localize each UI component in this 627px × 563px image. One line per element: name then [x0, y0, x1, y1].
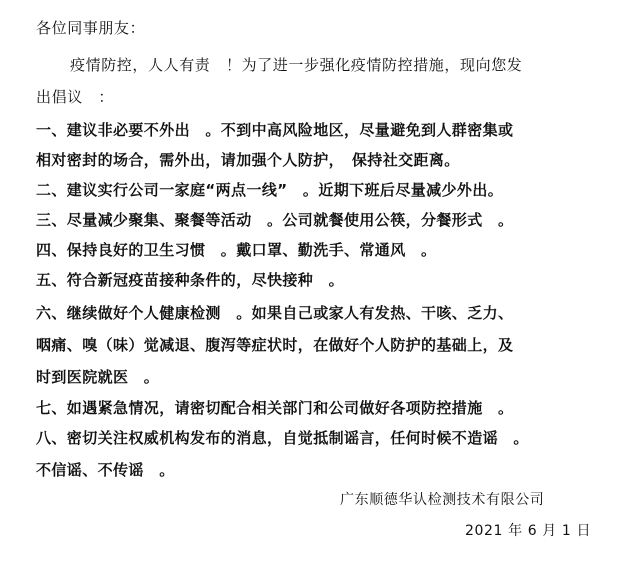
item-5-line-1: 五、符合新冠疫苗接种条件的，尽快接种 。	[36, 271, 345, 289]
item-1-line-2: 相对密封的场合，需外出，请加强个人防护， 保持社交距离。	[36, 151, 460, 169]
item-6-line-3: 时到医院就医 。	[36, 368, 160, 386]
item-6-line-1: 六、继续做好个人健康检测 。如果自己或家人有发热、干咳、乏力、	[36, 304, 514, 322]
item-8-line-2: 不信谣、不传谣 。	[36, 461, 175, 479]
item-3-line-1: 三、尽量减少聚集、聚餐等活动 。公司就餐使用公筷，分餐形式 。	[36, 211, 514, 229]
intro-line-2: 出倡议 ：	[36, 88, 115, 106]
item-8-line-1: 八、密切关注权威机构发布的消息，自觉抵制谣言，任何时候不造谣 。	[36, 429, 529, 447]
item-7-line-1: 七、如遇紧急情况，请密切配合相关部门和公司做好各项防控措施 。	[36, 399, 514, 417]
item-2-line-1: 二、建议实行公司一家庭“两点一线” 。近期下班后尽量减少外出。	[36, 181, 504, 199]
signature-date: 2021 年 6 月 1 日	[465, 523, 592, 539]
item-1-line-1: 一、建议非必要不外出 。不到中高风险地区，尽量避免到人群密集或	[36, 121, 514, 139]
greeting: 各位同事朋友：	[36, 19, 146, 37]
signature-company: 广东顺德华认检测技术有限公司	[340, 492, 545, 508]
intro-line-1: 疫情防控，人人有责 ！为了进一步强化疫情防控措施，现向您发	[70, 56, 523, 74]
item-6-line-2: 咽痛、嗅（味）觉减退、腹泻等症状时，在做好个人防护的基础上，及	[36, 336, 514, 354]
item-4-line-1: 四、保持良好的卫生习惯 。戴口罩、勤洗手、常通风 。	[36, 241, 437, 259]
